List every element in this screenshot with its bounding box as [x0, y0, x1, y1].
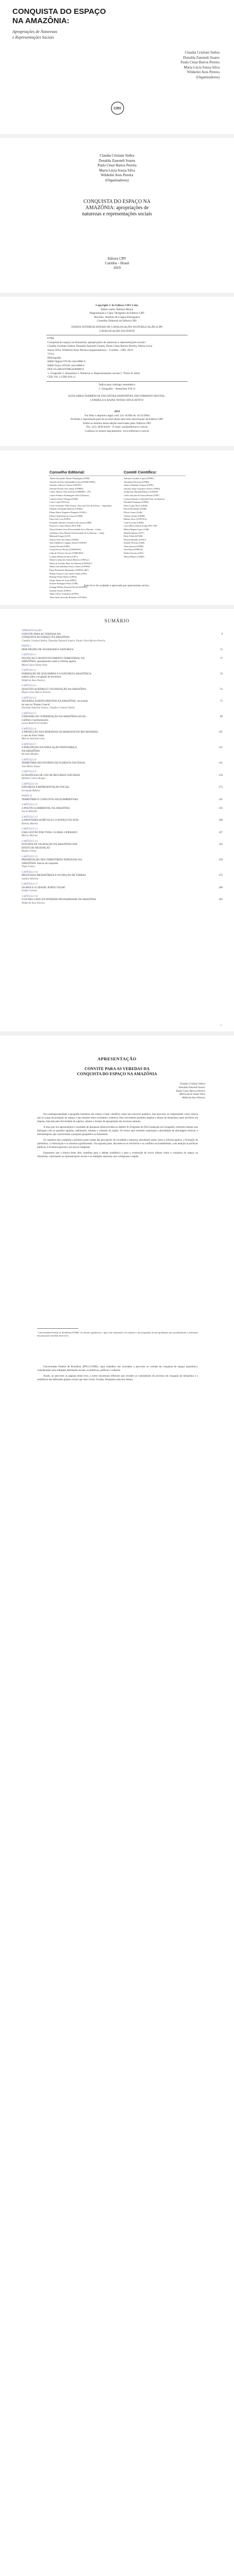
toc-entry-title: QUESTÃO AGRÁRIA E COLONIZAÇÃO NA AMAZÔNIA: [22, 688, 86, 691]
toc-entry-page: 243: [219, 843, 223, 846]
catalog-line: Claudia Cristiani Siebra, Donalda Zanoneli Soares, Paulo César Barros Pereira, Maria Lúcia: [47, 345, 153, 348]
council-member: Lídia de Oliveira Xavier (UNIEURO): [49, 552, 83, 555]
toc-entry-title-row: [22, 799, 223, 802]
toc-entry-title-cont: AMAZÔNIA: apontamentos sobre a reforma agrária: [22, 660, 76, 663]
title-page-organizers: [0, 154, 234, 183]
toc-entry-authors: Wilderlei Aves Pereira: [22, 902, 45, 905]
toc-entry-page: 259: [219, 859, 223, 861]
scientific-committee-heading: Comitê Científico:: [124, 470, 157, 474]
digital-notice-line: CONHEÇA E BAIXE NOSSO APLICATIVO!: [90, 398, 144, 402]
copyright-line: Editor-chefe: Railson Moura: [101, 308, 133, 311]
digital-notice-line: ESTA OBRA TAMBÉM SE ENCONTRA DISPONÍVEL EM FORMATO DIGITAL.: [68, 395, 166, 398]
catalog-heading-line: CATALOGAÇÃO NA FONTE: [99, 329, 135, 333]
toc-entry-authors: Antônio Carlos Borges: [22, 777, 45, 780]
council-page: [0, 450, 234, 605]
publication-year: 2019: [113, 266, 121, 270]
toc-entry-label: CAPÍTULO 8: [22, 758, 37, 761]
council-member: Sérgio Nunes de Jesus (IFRO): [49, 579, 77, 582]
toc-entry-title: O OUTRO LADO DA INTERDISCIPLINARIDADE NA AMAZÔNIA: [22, 899, 96, 901]
toc-entry-page: 209: [219, 819, 223, 822]
toc-entry-page: 9: [221, 633, 223, 636]
table-of-contents-page: [0, 609, 234, 1031]
toc-entry[interactable]: [22, 883, 223, 893]
catalog-line: 314 p.: [47, 352, 55, 355]
legal-line: Todos os direitos desta edição reservados pela: Editora CRV: [82, 421, 152, 425]
council-member: Andréia da Silva Quintanilha Sousa (UNIR/UFRN): [49, 480, 95, 483]
toc-entry-page: 15: [220, 648, 223, 651]
catalog-index: [0, 383, 234, 391]
publisher-city: Curitiba – Brasil: [105, 261, 129, 265]
toc-entry-title: ESTUDOS DE VALIDAÇÃO DA AMAZÔNIA SOB: [22, 843, 77, 846]
toc-entry-authors: Paulo César Barros Pereira: [22, 691, 51, 694]
council-member: Anselmo Alencar Colares (UFOPA): [49, 484, 81, 487]
toc-entry-title-row: [22, 649, 223, 652]
body-paragraph: A obra que ora apresentamos é resultado de pesquisas desenvolvidas no âmbito do Programa de Pós-Graduação em Geografia, reunindo estudos que dialogam com as questões agrárias, ambientais, urbanas e culturais da região. Os textos aqui reunidos expressam a pluralidade de abordagens teóricas e metodológicas que caracterizam a pesquisa geográfica na Amazônia.: [37, 1126, 198, 1136]
council-member: Cristina Sánchez Carbonell (Univ. de Huelva): [124, 497, 164, 500]
toc-entry-title: NATUREZA E REPRESENTAÇÃO SOCIAL: [22, 786, 70, 789]
author-name: Wilderlei Aves Pereira: [182, 1097, 205, 1100]
council-member: Fabio Lopes Alves (UEM): [124, 504, 147, 507]
toc-entry-title: A PERCEPÇÃO DA POPULAÇÃO FRONTEIRIÇA: [22, 747, 77, 749]
cover-subtitle-line: Apropriações de Naturezas: [12, 29, 57, 34]
toc-entry-label: CAPÍTULO 1: [22, 654, 37, 656]
toc-entry-label: CAPÍTULO 5: [22, 712, 37, 715]
toc-entry-authors: Donalda Zanoneli Soares, Claudia Cristiani Siebra: [22, 707, 75, 709]
cover-title-line: CONQUISTA DO ESPAÇO: [12, 7, 106, 16]
toc-entry[interactable]: [22, 669, 223, 683]
toc-entry[interactable]: [22, 840, 223, 854]
copyright-line: Copyright © da Editora CRV Ltda.: [95, 304, 139, 307]
organizer-role: (Organizadores): [105, 178, 129, 182]
council-member: Walter Teixeira (UFS): [124, 552, 144, 555]
council-member: Arilda Ines Miranda Ribeiro (UNESP): [124, 490, 158, 494]
page-background: [0, 1658, 234, 2576]
toc-entry-authors: Tiago Lemos: [22, 866, 35, 868]
council-member: Paulo Romualdo Hernandes (UNIFAL-MG): [49, 569, 89, 572]
council-member: Tadeu Oliver Gonçalves (UFPA): [49, 592, 79, 596]
toc-entry-authors: Laura Beatriz Fernandes: [22, 722, 48, 725]
body-paragraph: Os capítulos que compõem a primeira parte tratam das percepções de sociedade e natureza, abordando temas como a reforma agrária, a formação de quilombos, a colonização e os sistemas agroflorestais. Na segunda parte, discutem-se os territórios e os conflitos socioambientais, com atenção às políticas públicas, à fronteira agrícola e aos povos indígenas.: [37, 1139, 198, 1149]
cover-subtitle: [12, 29, 57, 40]
catalog-line: ISBN Físico 978-85-444-0000-0: [47, 364, 85, 367]
presentation-body: [37, 1113, 198, 1161]
toc-entry-label: CAPÍTULO 2: [22, 669, 37, 672]
toc-entry-authors: Sandra Oliveira: [22, 877, 39, 880]
legal-line: Foi feito o depósito legal conf. Lei 10.994 de 14/12/2004: [85, 414, 149, 417]
council-member: Simone Rodrigues Pinto (UNB): [49, 582, 78, 585]
cover-page: [0, 0, 234, 134]
toc-entry-label: CAPÍTULO 12: [22, 816, 38, 819]
toc-entry-title: A PRODUÇÃO DAS MORADIAS ÀS MARGENS DO RIO MADEIRA:: [22, 731, 98, 734]
catalog-line: C753: [47, 337, 54, 340]
organizer-name: Claudia Cristiani Siebra: [185, 50, 220, 55]
toc-entry-authors: Márcio Barreto: [22, 835, 38, 837]
organizer-role: (Organizadores): [196, 75, 220, 79]
logo-text: CRV: [113, 107, 122, 111]
toc-entry-title: POLÍTICAS E DESENVOLVIMENTO TERRITORIAL NA: [22, 657, 85, 660]
legal-line: Proibida a reprodução parcial ou total desta obra sem autorização da Editora CRV: [70, 418, 164, 421]
council-member: Luiz Alberto David Araújo (PUC-SP): [124, 524, 157, 528]
presentation-authors: [176, 1083, 205, 1100]
council-member: Renato Francisco dos Santos Paula (UFG): [49, 572, 87, 575]
toc-entry[interactable]: [22, 856, 223, 869]
toc-entry-label: CAPÍTULO 7: [22, 743, 37, 746]
toc-entry[interactable]: [22, 685, 223, 695]
toc-entry-label: CAPÍTULO 18: [22, 895, 38, 898]
toc-entry-label: CAPÍTULO 14: [22, 840, 38, 843]
digital-notice: [0, 395, 234, 402]
council-member: Antonio Jorge Gonçalves Soares (UFRJ): [124, 487, 160, 490]
council-member: Francisco Carlos Duarte (PUC-PR): [49, 524, 81, 528]
council-member: Celso Conti (UFSCar): [49, 501, 70, 504]
page-separator: [0, 293, 234, 297]
council-member: Wilton Ribeiro (UFRJ): [124, 555, 144, 558]
footnote-rule: [37, 1328, 78, 1329]
council-member: Maria Lília Imbiriba Sousa Colares (UFOPA): [49, 565, 90, 568]
legal-line: Tel.: (41) 3039-6418 – E-mail: sac@editoracrv.com.br: [86, 426, 148, 429]
council-member: Alexandre Pierezan (UFMS): [124, 480, 149, 483]
council-member: Adriana Carvalho Lopes (UFMG): [124, 477, 154, 480]
toc-entry-page: 191: [219, 798, 223, 801]
toc-entry[interactable]: [22, 871, 223, 882]
council-member: Rosana Marinho (UFSC): [124, 538, 146, 541]
toc-entry-title: TERRITÓRIO E CONFLITOS SOCIOAMBIENTAIS: [22, 798, 78, 801]
organizer-name: Wilderlei Aves Pereira: [187, 70, 220, 74]
toc-entry-title: UNIDADES DE CONSERVAÇÃO NA AMAZÔNIA LEGAL:: [22, 716, 87, 718]
organizer-name: Wilderlei Aves Pereira: [101, 173, 133, 177]
toc-entry-title-cont: EFEITO DE MUDANÇAS: [22, 846, 50, 850]
body-paragraph: Assim, ao percorrer as páginas deste livro, o leitor encontrará reflexões que revelam as contradições do processo de ocupação da Amazônia e a resistência dos diferentes grupos sociais que nela vivem. A todos, desejamos uma boa leitura.: [37, 1375, 198, 1381]
catalog-line: DOI 10.24824/978854440000.0: [47, 368, 84, 371]
toc-entry-page: 141: [219, 762, 223, 765]
toc-entry-authors: Regina Farias: [22, 850, 37, 853]
council-member: Elizabeth Fantauzzi (UFRJ): [124, 501, 148, 504]
toc-entry-page: 51: [220, 688, 223, 691]
toc-entry-title-cont: AMAZÔNIA: marcas da conquista: [22, 862, 58, 865]
catalog-line: Bibliografia: [47, 356, 61, 360]
toc-entry-title: PRESERVAÇÃO DOS TERRITÓRIOS INDÍGENAS NA: [22, 859, 82, 861]
council-member: Sydione Santos (UEPG): [49, 589, 71, 592]
page-separator: [0, 1031, 234, 1036]
toc-entry-page: 159: [219, 774, 223, 777]
catalog-record: [47, 337, 187, 380]
catalog-heading: [0, 326, 234, 333]
toc-entry-authors: Claudia Cristiani Siebra, Donalda Zanoneli Soares, Paulo César Barros Pereira: [22, 639, 106, 642]
council-member: Maria de Lourdes Pinto de Almeida (UNOESC): [49, 562, 92, 565]
toc-entry-label: CAPÍTULO 17: [22, 883, 38, 886]
book-title-line: AMAZÔNIA: apropriações de: [85, 205, 149, 211]
toc-entry-title: UMA GESTÃO POR TODA: GLOBAL LIDERADO: [22, 831, 77, 834]
toc-entry[interactable]: [22, 771, 223, 781]
copyright-line: Revisão: Analista de Língua Portuguesa: [94, 315, 140, 319]
council-member: Tania Suely Azevedo Brasileiro (UFOPA): [49, 596, 87, 599]
organizer-name: Donalda Zanoneli Soares: [183, 55, 220, 60]
toc-entry-page: 71: [220, 700, 223, 703]
toc-entry[interactable]: [22, 795, 223, 802]
toc-entry-authors: Ricardo Mendes: [22, 753, 39, 756]
organizer-name: Maria Lúcia Souza Silva: [99, 168, 135, 173]
toc-entry-title-cont: conflitos e representações: [22, 719, 48, 722]
toc-entry[interactable]: [22, 783, 223, 793]
organizer-name: Donalda Zanoneli Soares: [98, 158, 136, 163]
toc-entry-page: 89: [220, 716, 223, 718]
book-title-line: CONQUISTA DO ESPAÇO NA: [83, 199, 151, 205]
toc-entry-page: 17: [220, 657, 223, 660]
body-paragraph: Na contemporaneidade a geografia brasileira não tomou o fazer científico como um exercício analítico, mas procurou se compreender como ciência que se ocupa da produção do espaço e das relações entre sociedade e natureza. Esse movimento permitiu ampliar a leitura da Amazônia como território em disputa, marcado pela diversidade de sujeitos, saberes e formas de apropriação dos recursos naturais.: [37, 1113, 198, 1123]
toc-entry-label: CAPÍTULO 4: [22, 697, 37, 700]
toc-entry[interactable]: [22, 759, 223, 769]
council-member: Solange Helena Ximenes-Rocha (UFOPA): [49, 586, 88, 588]
toc-entry-label: PARTE II: [22, 795, 32, 798]
council-member: Márcia Regina Lopes (UnB): [124, 528, 149, 531]
council-member: Gislene Jacinto (UFPR): [124, 514, 145, 517]
council-member: Antônio Pereira Gaio Júnior (UFRRJ): [49, 487, 83, 490]
toc-entry-title: PROCESSOS MIGRATÓRIOS E OCUPAÇÃO DE TERRAS: [22, 874, 86, 877]
presentation-body-continued: [37, 1365, 198, 1384]
catalog-line: Souza Silva, Wilderlei Aves Pereira (organizadores) – Curitiba : CRV, 2019.: [47, 348, 134, 352]
toc-entry[interactable]: [22, 828, 223, 838]
legal-line: Conheça os nossos lançamentos: www.editoracrv.com.br: [85, 429, 149, 433]
toc-entry-authors: Wilderlei Aves Pereira: [22, 679, 45, 682]
council-member: Lourdes Helena da Silva (UFV): [49, 555, 78, 558]
cover-title: [12, 7, 167, 26]
publisher-info: [0, 257, 234, 270]
organizer-name: Paulo César Barros Pereira: [97, 163, 137, 167]
catalog-line: 1. Geografia 2. Amazônia 3. Natureza 4. Representações sociais I. Título II. Série.: [47, 371, 141, 375]
council-member: Carlos Antonio de Souza Moraes (UFF): [124, 494, 159, 497]
author-name: Claudia Cristiani Siebra: [179, 1083, 205, 1086]
council-member: Cesar Gerónimo Tello (Univer. Nacional Três de Febrero – Argentina): [49, 504, 112, 507]
council-member: Josania Portela (UFPI): [49, 545, 70, 548]
council-member: Aldira Guimarães Duarte Domínguez (UNB): [49, 477, 90, 480]
catalog-line: ISBN Digital 978-85-444-0000-0: [47, 360, 86, 363]
toc-entry-title: PERCEPÇÕES DE SOCIEDADE E NATUREZA: [22, 648, 74, 651]
body-paragraph: Universidade Federal de Rondônia (PPGG-UNIR), cujos trabalhos nos convidam a percorrer as veredas da conquista do espaço amazônico, considerando suas múltiplas dimensões sociais, econômicas, políticas e culturais.: [37, 1366, 198, 1372]
legal-notice: [0, 410, 234, 433]
toc-entry[interactable]: [22, 697, 223, 710]
council-member: Élsio José Corá (UFFS): [49, 518, 71, 521]
copyright-line: Diagramação e Capa: Designers da Editora CRV: [89, 312, 145, 315]
toc-entry-label: CAPÍTULO 3: [22, 685, 37, 687]
council-member: Andrea Almeida Campos (UFPE): [124, 484, 154, 487]
council-member: Elizeu Clementino de Souza (UNEB): [49, 514, 83, 517]
toc-entry-label: CAPÍTULO 15: [22, 855, 38, 858]
toc-entry-title-cont: NA AMAZÔNIA: [22, 750, 40, 753]
council-member: Elione Maria Nogueira Diogenes (UFAL): [49, 511, 87, 514]
copyright-page: [0, 297, 234, 446]
page-separator: [0, 446, 234, 450]
toc-entry[interactable]: [22, 895, 223, 906]
toc-entry-title: FORMAÇÃO DE QUILOMBOS E A NATUREZA AMAZÔNICA:: [22, 672, 92, 675]
council-member: Guillermo Arias Beatón (Universidade de La Havana – Cuba): [49, 531, 105, 534]
toc-list: [22, 630, 223, 907]
council-member: João Adalberto Campato Junior (UNESP): [49, 541, 87, 545]
toc-entry-label: CAPÍTULO 6: [22, 727, 37, 731]
toc-entry[interactable]: [22, 630, 223, 643]
editorial-council-heading: Conselho Editorial:: [49, 470, 85, 474]
organizer-name: Maria Lúcia Souza Silva: [183, 65, 220, 70]
toc-title: SUMÁRIO: [104, 618, 130, 623]
toc-entry[interactable]: [22, 728, 223, 741]
council-member: Fernando Antônio Gonçalves Alcoforado (IPB): [49, 521, 92, 524]
toc-entry-page: 303: [219, 899, 223, 901]
toc-entry-authors: José Mário Souza: [22, 765, 40, 768]
council-member: Carlos Federico Dominguez Avila (Unieuro): [49, 494, 89, 497]
council-member: Carlos Alberto Vilar Estêvão (UMINHO – PT): [49, 490, 91, 494]
council-member: Simone Oliveira (UnB): [124, 541, 145, 545]
footnote: ¹ Universidade Federal de Rondônia (UNIR). Os autores agradecem o apoio das instituições de fomento e dos programas de pós-graduação que possibilitaram a realização das pesquisas reunidas neste livro.: [37, 1331, 198, 1337]
council-member: Leonel Severo Rocha (UNISINOS): [49, 548, 81, 551]
toc-entry-title: A FRONTEIRA AGRÍCOLA E O AVANÇO DA SOJA: [22, 819, 79, 822]
scientific-committee-list: [124, 477, 175, 558]
toc-entry-title: A POLÍTICA AMBIENTAL NA AMAZÔNIA: [22, 807, 70, 810]
council-member: Flávio Lemos (UnB): [124, 511, 142, 514]
toc-entry-page: 107: [219, 731, 223, 734]
toc-entry-title: SISTEMAS AGROFLORESTAIS NA AMAZÔNIA: um estudo: [22, 700, 88, 703]
copyright-line: Conselho Editorial da Editora CRV: [97, 319, 137, 323]
toc-entry-label: CAPÍTULO 16: [22, 871, 38, 874]
toc-entry-authors: Marcia Andrade Lima: [22, 738, 45, 740]
toc-entry-title-cont: CONQUISTA DO ESPAÇO NA AMAZÔNIA: [22, 636, 70, 639]
council-footer: Este livro foi avaliado e aprovado por pareceristas ad hoc.: [84, 584, 150, 587]
council-member: Vera Dutra (UFRGS): [124, 548, 143, 551]
title-page: [0, 138, 234, 293]
index-line: 1. Geografia – Amazônia 918.11: [98, 387, 136, 391]
cover-subtitle-line: e Representações Sociais: [12, 35, 54, 40]
toc-entry[interactable]: [22, 804, 223, 814]
council-member: Maria Cristina dos Santos Bezerra (UFSCar): [49, 558, 89, 562]
council-member: Flávio Hernandes (UERJ): [124, 507, 147, 511]
toc-entry-page: 275: [219, 874, 223, 877]
author-name: Paulo César Barros Pereira: [176, 1090, 205, 1093]
council-member: Helena Alves (UNIVALI): [124, 518, 147, 521]
catalog-line: Conquista do espaço na Amazônia: apropriações de naturezas e representações sociais /: [47, 341, 147, 344]
toc-entry-label: CAPÍTULO 10: [22, 783, 38, 786]
toc-entry-page: 33: [220, 672, 223, 675]
toc-entry-title: ESTRATÉGIAS DE USO DE RECURSOS NATURAIS: [22, 774, 80, 777]
catalog-line: CDU 911.3 CDD 918.11: [47, 376, 76, 379]
toc-entry-page: 289: [219, 886, 223, 889]
council-member: Rodrigo Pratte-Santos (UFES): [49, 575, 77, 579]
toc-entry-authors: Helena Martins: [22, 822, 38, 825]
toc-entry-title: CONVITE PARA AS VEREDAS DA: [22, 633, 61, 636]
council-member: Leila Scavone (UERJ): [124, 521, 144, 524]
toc-entry-label: PARTE I: [22, 645, 31, 648]
presentation-heading: APRESENTAÇÃO: [97, 1056, 137, 1061]
cover-organizers: [106, 50, 220, 80]
council-member: Tânia Saraiva (UFPR): [124, 545, 144, 548]
catalog-rule: [46, 381, 188, 382]
toc-entry[interactable]: [22, 713, 223, 726]
organizer-name: Claudia Cristiani Siebra: [99, 154, 135, 158]
toc-entry-page: 193: [219, 807, 223, 810]
council-member: Jailson Alves dos Santos (UFRJ): [49, 538, 79, 541]
council-member: Paula Vilela (UFAM): [124, 535, 143, 538]
toc-entry-title-cont: análise sobre a ocupação de territórios: [22, 676, 61, 679]
author-name: Maria Lúcia Souza Silva: [179, 1093, 205, 1096]
council-member: Marilda Simões (UFV): [124, 531, 144, 534]
toc-entry-authors: Maria Lúcia Souza Silva: [22, 664, 47, 667]
presentation-subtitle-line: CONQUISTA DO ESPAÇO NA AMAZÔNIA: [77, 1072, 157, 1076]
book-title: [46, 199, 188, 217]
toc-entry-title-cont: de caso no 'Projeto Caracol': [22, 703, 51, 706]
toc-entry-label: CAPÍTULO 9: [22, 771, 37, 773]
toc-entry-page: 175: [219, 786, 223, 789]
council-member: Helmuth Krüger (UCP): [49, 535, 71, 538]
toc-entry[interactable]: [22, 654, 223, 667]
toc-entry-page: 125: [219, 747, 223, 749]
copyright-credits: [0, 304, 234, 324]
index-line: Índice para catálogo sistemático: [98, 383, 136, 386]
council-member: Eduardo Fernandes Barbosa (UFMG): [49, 507, 83, 511]
page-number: 7: [220, 1025, 222, 1027]
presentation-subtitle-line: CONVITE PARA AS VEREDAS DA: [85, 1066, 149, 1071]
body-paragraph: Esperamos que a leitura desta obra contribua para o debate acadêmico e para a construção de novos olhares sobre a conquista do espaço na Amazônia, valorizando as representações sociais e as múltiplas naturezas que configuram a região.: [37, 1152, 198, 1158]
toc-entry[interactable]: [22, 645, 223, 652]
catalog-heading-line: DADOS INTERNACIONAIS DE CATALOGAÇÃO NA PUBLICAÇÃO (CIP): [71, 326, 163, 329]
toc-entry-authors: Fernanda Ribeiro: [22, 789, 40, 792]
toc-entry-title: OS RIOS E A CIDADE: PORTO VELHO: [22, 886, 65, 889]
toc-entry-label: CAPÍTULO 13: [22, 828, 38, 831]
legal-year: 2019: [114, 410, 120, 413]
page-separator: [0, 134, 234, 138]
council-member: Gloria Fariñas León (Universidade de La Havana – Cuba): [49, 528, 101, 531]
editorial-council-list: [49, 477, 112, 599]
cover-title-line: NA AMAZÔNIA:: [12, 16, 70, 25]
book-title-line: naturezas e representações sociais: [82, 211, 152, 217]
page-separator: [0, 605, 234, 609]
presentation-page: [0, 1036, 234, 1654]
publisher-name: Editora CRV: [107, 257, 127, 261]
toc-entry-label: CAPÍTULO 11: [22, 804, 38, 806]
toc-entry[interactable]: [22, 743, 223, 757]
toc-entry-title-cont: o caso de Porto Velho: [22, 734, 44, 737]
toc-entry[interactable]: [22, 816, 223, 826]
presentation-subtitle: [57, 1066, 177, 1077]
toc-entry-label: APRESENTAÇÃO: [22, 630, 42, 632]
publisher-logo-icon: [110, 101, 125, 115]
toc-entry-title: TERRITÓRIO DE ENTORNO DE FLORESTA NACIONAL: [22, 762, 86, 765]
toc-entry-authors: Felipe Correia: [22, 890, 37, 892]
council-member: Carmen Tereza Velanga (UNIR): [49, 497, 78, 500]
author-name: Donalda Zanoneli Soares: [178, 1086, 205, 1089]
toc-entry-page: 227: [219, 831, 223, 834]
organizer-name: Paulo César Barros Pereira: [180, 60, 220, 64]
toc-entry-authors: Lucas Almeida: [22, 810, 37, 813]
